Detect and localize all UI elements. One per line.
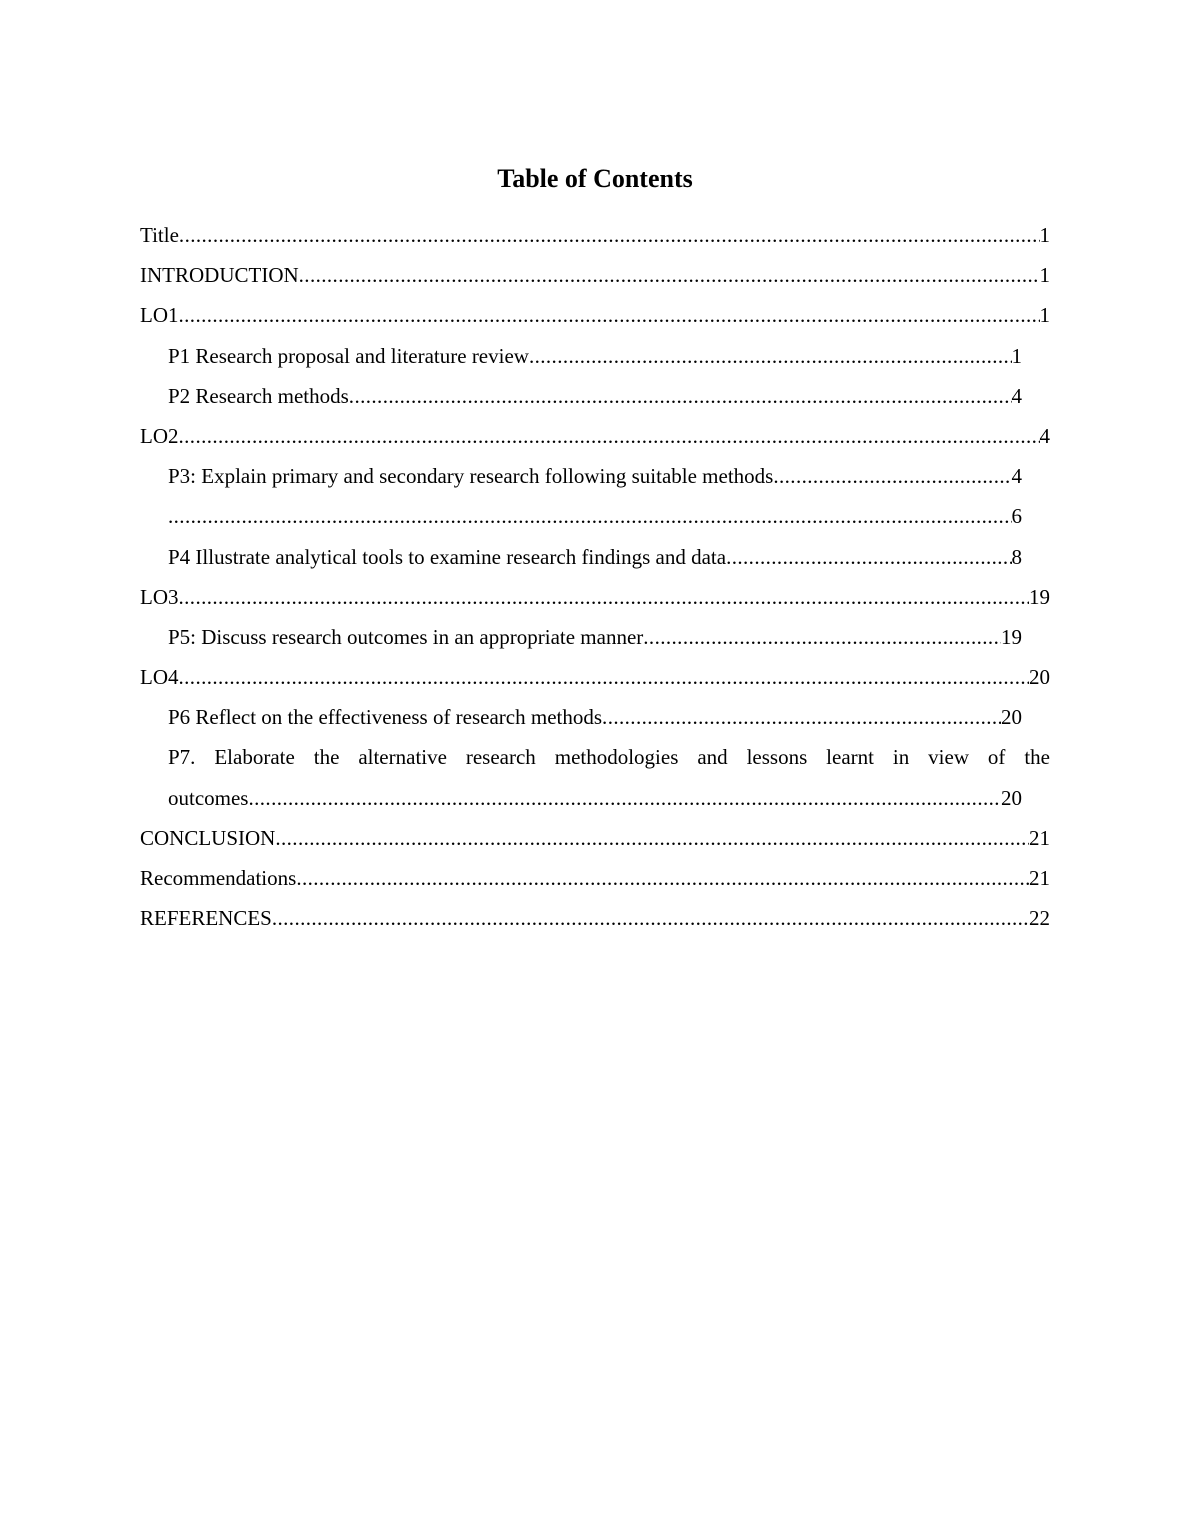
toc-leader-dots xyxy=(179,215,1040,255)
toc-entry-p7-line1[interactable] xyxy=(140,737,1050,777)
toc-entry-text: P6 Reflect on the effectiveness of research methods xyxy=(168,705,603,730)
toc-entry-text: P5: Discuss research outcomes in an appropriate manner xyxy=(168,624,644,649)
toc-leader-dots xyxy=(296,858,1029,898)
toc-leader-dots xyxy=(168,496,1012,536)
toc-leader-dots xyxy=(602,697,1001,737)
toc-leader-dots xyxy=(349,376,1012,416)
toc-entry-lo1[interactable] xyxy=(140,295,1050,335)
toc-entry-recommendations[interactable] xyxy=(140,858,1050,898)
toc-page-number: 1 xyxy=(1011,343,1022,368)
toc-leader-dots xyxy=(643,617,1001,657)
toc-page-number: 19 xyxy=(1001,624,1022,649)
toc-leader-dots xyxy=(179,295,1040,335)
toc-page-number: 4 xyxy=(1039,423,1050,448)
toc-entry-text: P1 Research proposal and literature review xyxy=(168,343,529,368)
toc-leader-dots xyxy=(275,818,1029,858)
toc-entry-untitled[interactable] xyxy=(140,496,1050,536)
toc-leader-dots xyxy=(726,537,1011,577)
toc-entry-lo3[interactable] xyxy=(140,577,1050,617)
toc-leader-dots xyxy=(272,898,1029,938)
toc-page-number: 20 xyxy=(1029,665,1050,690)
toc-page-number: 1 xyxy=(1039,223,1050,247)
toc-entry-text: INTRODUCTION xyxy=(140,263,299,288)
toc-entry-text: outcomes xyxy=(168,785,249,810)
toc-entry-title[interactable] xyxy=(140,215,1050,255)
toc-entry-text: Title xyxy=(140,223,179,247)
toc-entry-p4[interactable] xyxy=(140,537,1050,577)
toc-entry-introduction[interactable] xyxy=(140,255,1050,295)
toc-page-number: 8 xyxy=(1011,544,1022,569)
toc-leader-dots xyxy=(529,336,1012,376)
toc-entry-p7-line2[interactable] xyxy=(140,778,1050,818)
toc-entry-text: REFERENCES xyxy=(140,906,272,931)
toc-entry-p3[interactable] xyxy=(140,456,1050,496)
toc-leader-dots xyxy=(179,577,1030,617)
toc-entry-p2[interactable] xyxy=(140,376,1050,416)
toc-page-number: 21 xyxy=(1029,825,1050,850)
toc-page-number: 19 xyxy=(1029,584,1050,609)
toc-entry-text: LO1 xyxy=(140,303,179,328)
toc-leader-dots xyxy=(179,657,1030,697)
toc-page-number: 22 xyxy=(1029,906,1050,931)
toc-entry-text: Recommendations xyxy=(140,866,297,890)
toc-page-number: 1 xyxy=(1039,303,1050,328)
toc-page-number: 6 xyxy=(1011,504,1022,529)
toc-page-number: 4 xyxy=(1011,383,1022,408)
toc-entry-text: P4 Illustrate analytical tools to examine research findings and data xyxy=(168,544,727,569)
toc-page-number: 20 xyxy=(1001,705,1022,730)
toc-entry-p6[interactable] xyxy=(140,697,1050,737)
toc-entry-text: P3: Explain primary and secondary research following suitable methods xyxy=(168,464,774,489)
toc-entry-text: LO2 xyxy=(140,423,179,448)
toc-leader-dots xyxy=(248,778,1001,818)
toc-entry-p1[interactable] xyxy=(140,336,1050,376)
toc-page-number: 20 xyxy=(1001,785,1022,810)
toc-page-number: 1 xyxy=(1039,263,1050,288)
toc-entry-text: LO3 xyxy=(140,584,179,609)
toc-leader-dots xyxy=(299,255,1040,295)
toc-entry-text: P2 Research methods xyxy=(168,383,349,408)
toc-page-number: 21 xyxy=(1029,866,1050,890)
toc-entry-p5[interactable] xyxy=(140,617,1050,657)
toc-page-number: 4 xyxy=(1011,464,1022,489)
toc-entry-conclusion[interactable] xyxy=(140,818,1050,858)
toc-entry-text: P7. Elaborate the alternative research methodologies and lessons learnt in view of the xyxy=(168,745,1050,770)
page-title: Table of Contents xyxy=(497,164,693,193)
toc-entry-references[interactable] xyxy=(140,898,1050,938)
toc-leader-dots xyxy=(179,416,1040,456)
toc-entry-lo2[interactable] xyxy=(140,416,1050,456)
toc-leader-dots xyxy=(773,456,1011,496)
toc-entry-text: CONCLUSION xyxy=(140,825,276,850)
toc-entry-text: LO4 xyxy=(140,665,179,690)
toc-entry-lo4[interactable] xyxy=(140,657,1050,697)
table-of-contents xyxy=(140,215,1050,938)
